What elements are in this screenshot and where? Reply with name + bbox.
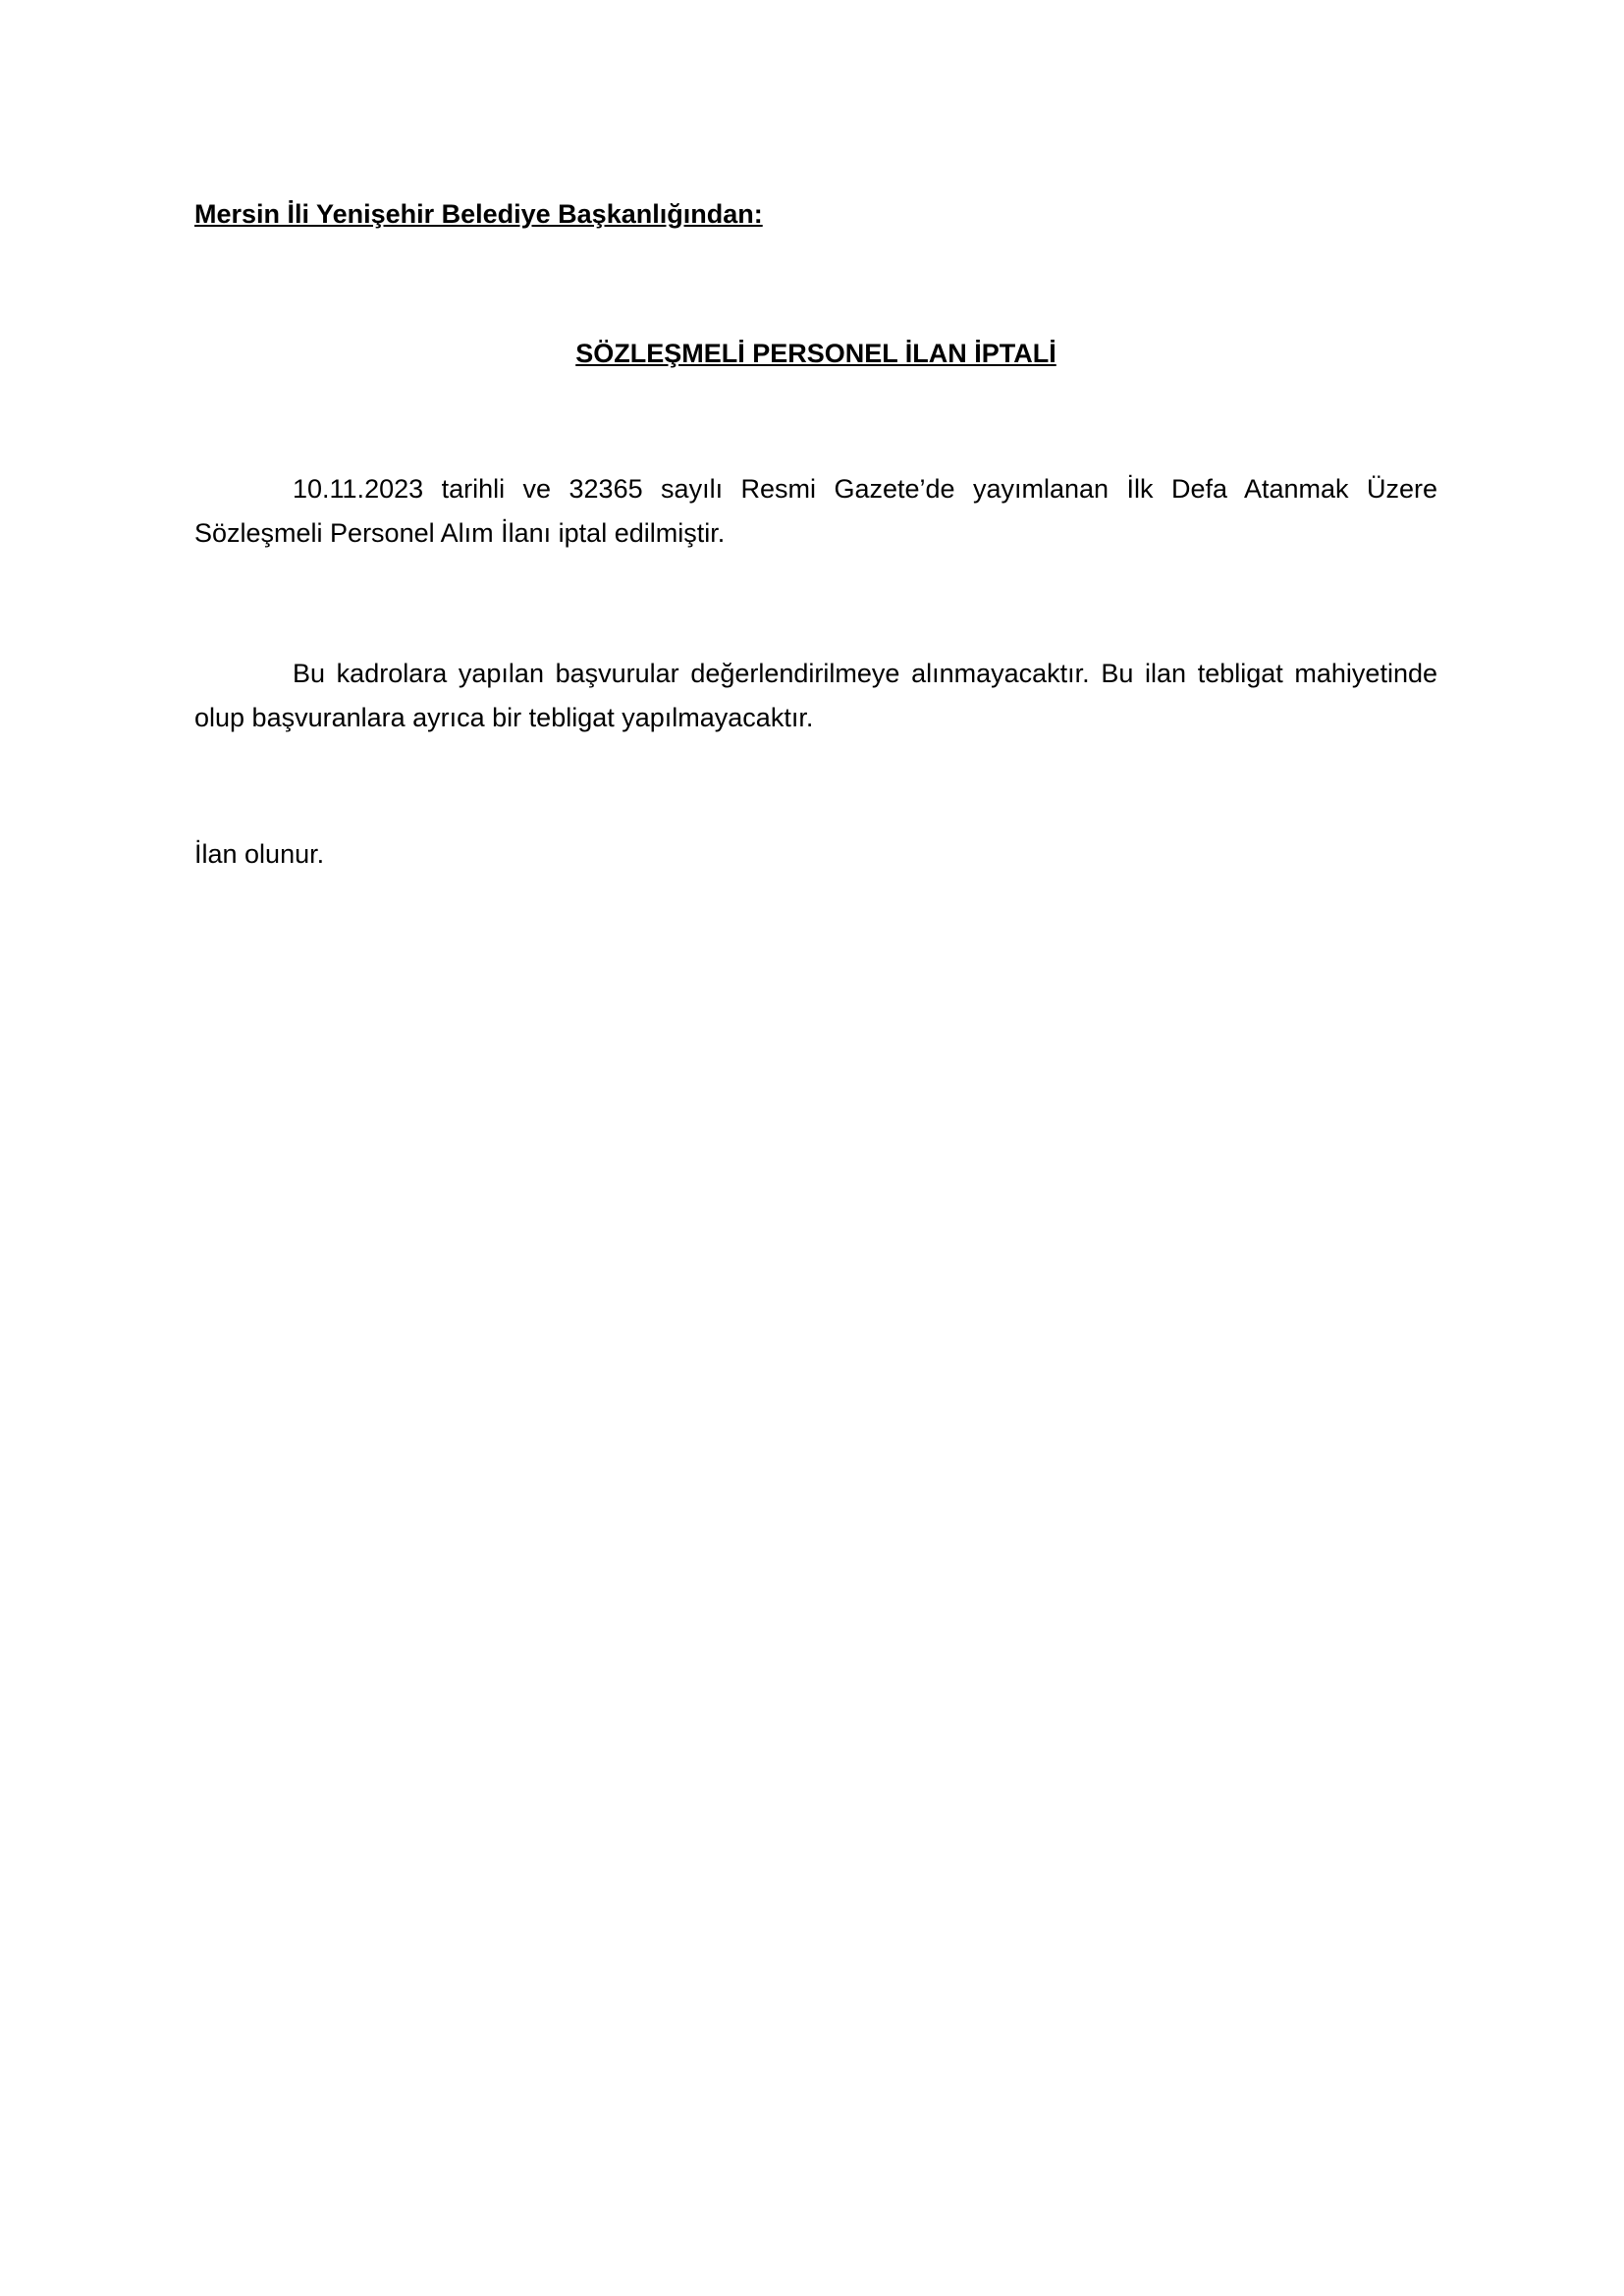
announcement-title: SÖZLEŞMELİ PERSONEL İLAN İPTALİ xyxy=(575,339,1056,368)
paragraph-notice: Bu kadrolara yapılan başvurular değerlendirilmeye alınmayacaktır. Bu ilan tebligat mahiyetinde olup başvuranlara ayrıca bir tebligat yapılmayacaktır. xyxy=(194,659,1437,732)
closing-line: İlan olunur. xyxy=(194,839,325,869)
document-body xyxy=(194,192,1437,869)
paragraph-cancellation: 10.11.2023 tarihli ve 32365 sayılı Resmi Gazete’de yayımlanan İlk Defa Atanmak Üzere Sözleşmeli Personel Alım İlanı iptal edilmiştir. xyxy=(194,474,1437,548)
issuer-heading: Mersin İli Yenişehir Belediye Başkanlığından: xyxy=(194,199,763,229)
